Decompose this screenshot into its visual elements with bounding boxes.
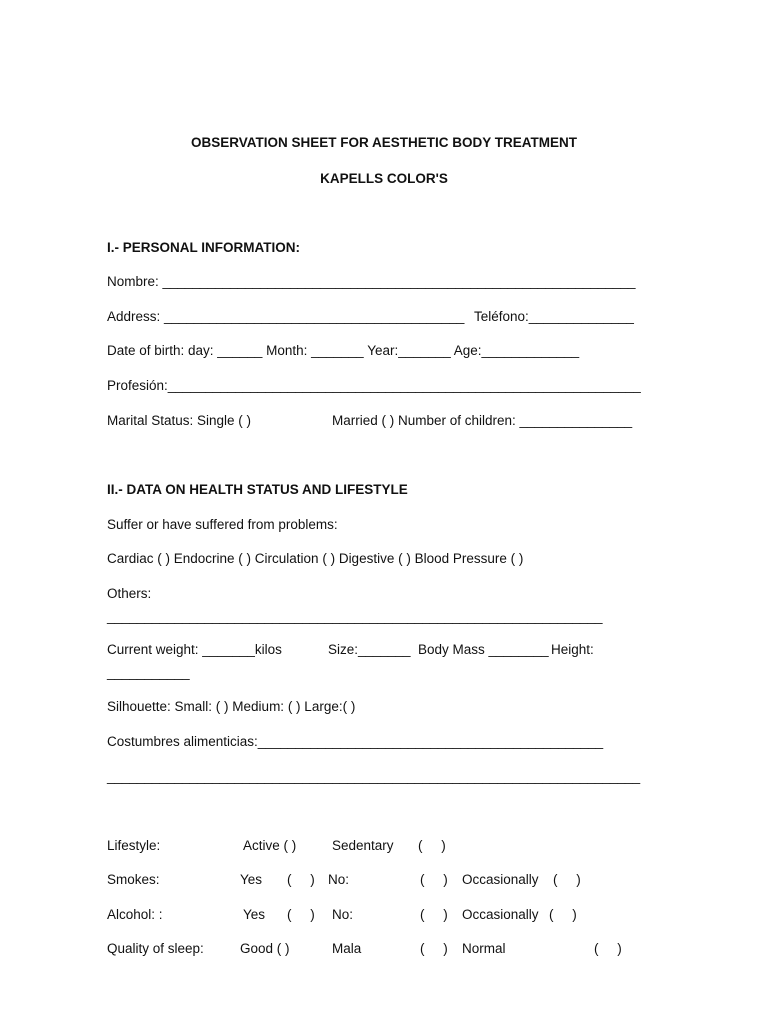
alcohol-yes-box[interactable]: ( ) — [287, 907, 315, 922]
marital-status-field[interactable]: Marital Status: Single ( ) — [107, 413, 252, 428]
sleep-good[interactable]: Good ( ) — [240, 941, 290, 956]
smokes-yes-box[interactable]: ( ) — [287, 872, 315, 887]
section1-heading: I.- PERSONAL INFORMATION: — [107, 240, 300, 255]
suffer-label: Suffer or have suffered from problems: — [107, 517, 338, 532]
sleep-normal: Normal — [462, 941, 506, 956]
size-field[interactable]: Size:_______ — [328, 642, 411, 657]
others-field[interactable]: __________________________________________________________________ — [107, 609, 603, 624]
lifestyle-sedentary-box[interactable]: ( ) — [418, 838, 446, 853]
smokes-yes: Yes — [240, 872, 263, 887]
smokes-no: No: — [328, 872, 350, 887]
alcohol-no-box[interactable]: ( ) — [420, 907, 448, 922]
married-children-field[interactable]: Married ( ) Number of children: _______________ — [332, 413, 633, 428]
smokes-occasionally: Occasionally — [462, 872, 539, 887]
sleep-normal-box[interactable]: ( ) — [594, 941, 622, 956]
height-field[interactable]: ___________ — [107, 665, 190, 680]
alcohol-no: No: — [332, 907, 354, 922]
smokes-no-box[interactable]: ( ) — [420, 872, 448, 887]
bodymass-field[interactable]: Body Mass ________ — [418, 642, 549, 657]
others-label: Others: — [107, 586, 152, 601]
nombre-field[interactable]: Nombre: _______________________________________________________________ — [107, 274, 636, 289]
lifestyle-active[interactable]: Active ( ) — [243, 838, 297, 853]
form-title: OBSERVATION SHEET FOR AESTHETIC BODY TREATMENT — [190, 135, 578, 150]
section2-heading: II.- DATA ON HEALTH STATUS AND LIFESTYLE — [107, 482, 408, 497]
lifestyle-sedentary: Sedentary — [332, 838, 394, 853]
smokes-occasionally-box[interactable]: ( ) — [553, 872, 581, 887]
conditions-checklist[interactable]: Cardiac ( ) Endocrine ( ) Circulation ( ) Digestive ( ) Blood Pressure ( ) — [107, 551, 524, 566]
sleep-label: Quality of sleep: — [107, 941, 204, 956]
telefono-field[interactable]: Teléfono:______________ — [474, 309, 634, 324]
costumbres-line[interactable]: _______________________________________________________________________ — [107, 769, 641, 784]
smokes-label: Smokes: — [107, 872, 160, 887]
costumbres-field[interactable]: Costumbres alimenticias:______________________________________________ — [107, 734, 604, 749]
alcohol-occasionally: Occasionally — [462, 907, 539, 922]
dob-field[interactable]: Date of birth: day: ______ Month: _______ Year:_______ Age:_____________ — [107, 343, 580, 358]
weight-field[interactable]: Current weight: _______kilos — [107, 642, 282, 657]
address-field[interactable]: Address: ________________________________________ — [107, 309, 465, 324]
lifestyle-label: Lifestyle: — [107, 838, 161, 853]
sleep-mala: Mala — [332, 941, 362, 956]
form-subtitle: KAPELLS COLOR'S — [320, 171, 448, 186]
height-label: Height: — [551, 642, 594, 657]
alcohol-label: Alcohol: : — [107, 907, 163, 922]
profesion-field[interactable]: Profesión:_______________________________________________________________ — [107, 378, 641, 393]
alcohol-yes: Yes — [243, 907, 266, 922]
alcohol-occasionally-box[interactable]: ( ) — [549, 907, 577, 922]
silhouette-field[interactable]: Silhouette: Small: ( ) Medium: ( ) Large:( ) — [107, 699, 356, 714]
sleep-mala-box[interactable]: ( ) — [420, 941, 448, 956]
